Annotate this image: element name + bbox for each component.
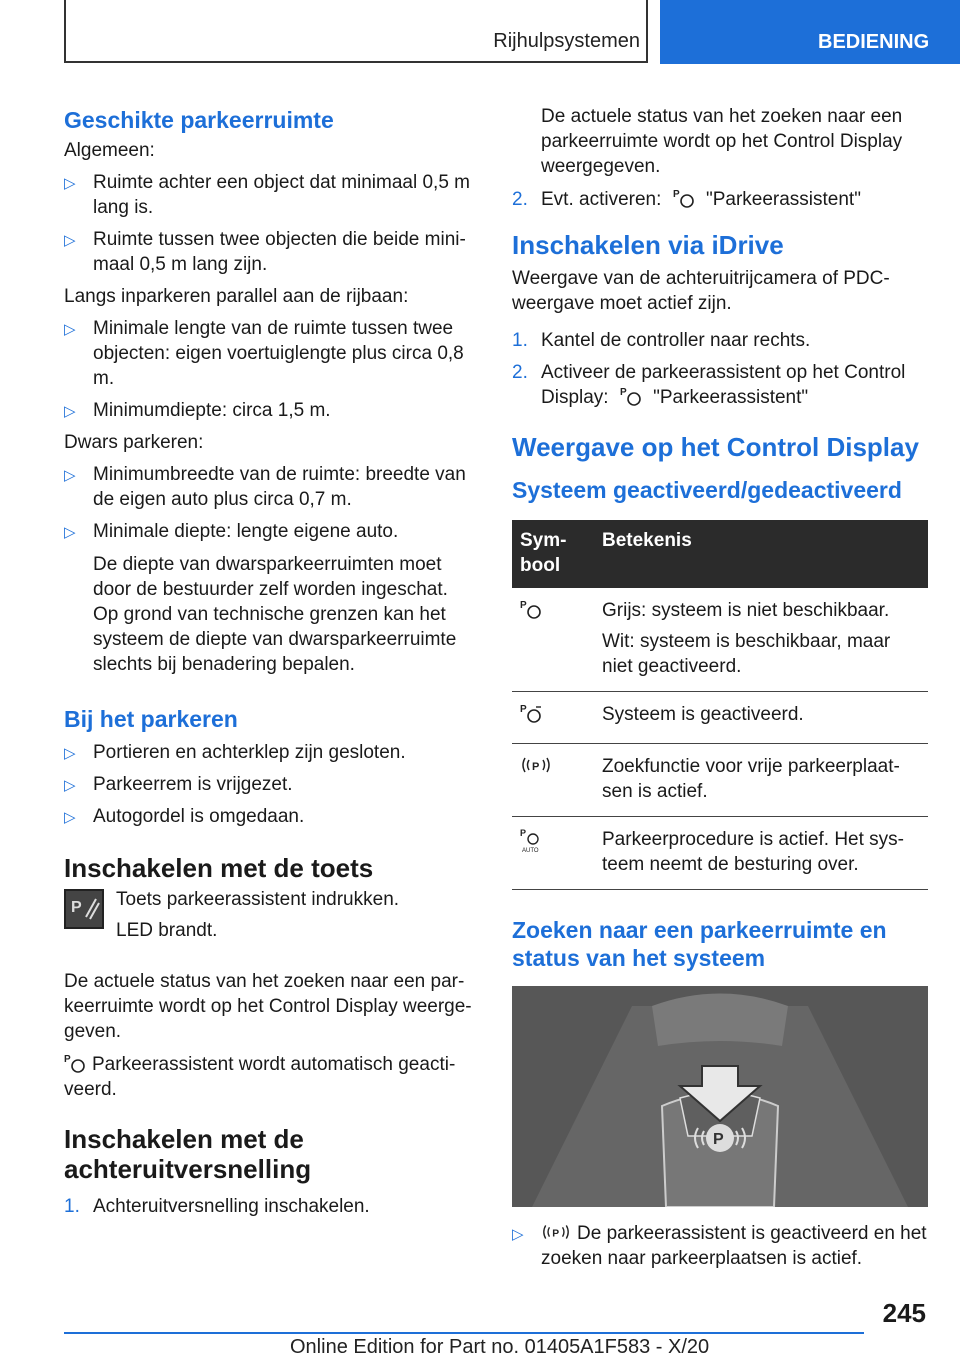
svg-text:P: P	[64, 1054, 71, 1065]
col-symbool: Sym‐bool	[512, 520, 594, 588]
toets-block	[64, 887, 478, 957]
symbol-table	[512, 520, 928, 890]
cell-text: Grijs: systeem is niet beschikbaar.	[602, 600, 890, 621]
cell-text: Parkeerprocedure is actief. Het sys‐teem neemt de besturing over.	[602, 829, 905, 875]
parking-assist-icon	[673, 187, 695, 209]
list-item: ▷ Minimumdiepte: circa 1,5 m.	[64, 398, 478, 423]
table-header-row	[512, 520, 928, 588]
heading-geschikte: Geschikte parkeerruimte	[64, 107, 334, 133]
svg-text:P: P	[619, 387, 627, 398]
step-number: 1.	[64, 1196, 80, 1217]
parking-assist-icon	[520, 598, 542, 620]
table-row	[512, 588, 928, 692]
bullet-triangle-icon: ▷	[64, 403, 76, 420]
parking-button-icon	[64, 889, 104, 929]
bullet-triangle-icon: ▷	[512, 1226, 524, 1243]
footer-divider	[64, 1332, 864, 1334]
table-row	[512, 692, 928, 744]
svg-text:P: P	[672, 189, 680, 200]
bullet-triangle-icon: ▷	[64, 175, 76, 192]
step-number: 2.	[512, 362, 528, 383]
svg-text:AUTO: AUTO	[522, 848, 539, 853]
step-item: 2. Activeer de parkeerassistent op het Control Display: P "Parkeerassistent"	[512, 362, 906, 408]
svg-text:P: P	[520, 704, 527, 715]
bullet-triangle-icon: ▷	[64, 745, 76, 762]
heading-idrive: Inschakelen via iDrive	[512, 230, 784, 260]
led-note: LED brandt.	[116, 920, 218, 941]
heading-achteruit: Inschakelen met de achteruitversnelling	[64, 1124, 312, 1184]
dwars-label: Dwars parkeren:	[64, 432, 204, 453]
step-number: 2.	[512, 189, 528, 210]
algemeen-label: Algemeen:	[64, 140, 155, 161]
table-row	[512, 817, 928, 890]
heading-weergave: Weergave op het Control Display	[512, 432, 919, 462]
depth-note: De diepte van dwarsparkeerruimten moet door de bestuurder zelf worden ingeschat. Op grond van technische grenzen kan het systeem de diepte van dwarsparkeerruimte slechts bij benadering bepalen.	[93, 554, 457, 675]
step-item: 2. Evt. activeren: P "Parkeerassistent"	[512, 189, 861, 210]
heading-zoeken: Zoeken naar een parkeerruimte en status van het systeem	[512, 917, 887, 971]
svg-text:P: P	[520, 600, 527, 611]
parking-auto-icon	[520, 827, 544, 853]
step-item: 1. Achteruitversnelling inschakelen.	[64, 1196, 370, 1217]
svg-text:P: P	[532, 761, 540, 773]
list-item: ▷ P De parkeerassistent is geactiveerd en het zoeken naar parkeerplaatsen is actief.	[512, 1223, 927, 1269]
parking-search-icon	[520, 754, 552, 776]
left-column	[64, 100, 478, 1226]
list-item: ▷ Portieren en achterklep zijn gesloten.	[64, 740, 478, 765]
svg-text:P: P	[71, 899, 82, 916]
parking-assist-active-icon	[520, 702, 542, 724]
continued-text: De actuele status van het zoeken naar een parkeerruimte wordt op het Control Display weergegeven.	[541, 106, 903, 177]
list-item: ▷ Ruimte achter een object dat minimaal 0,5 m lang is.	[64, 172, 471, 218]
list-item: ▷ Minimale lengte van de ruimte tussen twee objecten: eigen voertuiglengte plus circa 0,8 m.	[64, 318, 464, 389]
table-row	[512, 744, 928, 817]
right-column	[512, 104, 928, 1278]
list-item: ▷ Autogordel is omgedaan.	[64, 804, 478, 829]
chapter-tab[interactable]: BEDIENING	[660, 0, 960, 64]
col-betekenis: Betekenis	[594, 520, 928, 588]
parking-assist-icon	[64, 1052, 86, 1074]
cell-text: Wit: systeem is beschikbaar, maar niet geactiveerd.	[602, 631, 891, 677]
langs-label: Langs inparkeren parallel aan de rijbaan:	[64, 286, 409, 307]
edition-footer: Online Edition for Part no. 01405A1F583 - X/20	[290, 1336, 710, 1358]
status-text: De actuele status van het zoeken naar een par‐keerruimte wordt op het Control Display weerge‐geven.	[64, 971, 472, 1042]
cell-text: Zoekfunctie voor vrije parkeerplaat‐sen is actief.	[602, 756, 900, 802]
svg-text:P: P	[713, 1131, 724, 1148]
svg-text:P: P	[520, 828, 527, 838]
idrive-text: Weergave van de achteruitrijcamera of PDC-weergave moet actief zijn.	[512, 268, 890, 314]
parking-search-icon	[541, 1221, 571, 1243]
section-title: Rijhulpsystemen	[493, 30, 640, 52]
heading-systeem: Systeem geactiveerd/gedeactiveerd	[512, 477, 902, 503]
heading-bij-parkeren: Bij het parkeren	[64, 706, 238, 732]
svg-text:P: P	[552, 1228, 560, 1240]
list-item: ▷ Minimale diepte: lengte eigene auto.	[64, 519, 478, 544]
bullet-triangle-icon: ▷	[64, 232, 76, 249]
heading-toets: Inschakelen met de toets	[64, 853, 374, 883]
step-number: 1.	[512, 330, 528, 351]
page-number: 245	[882, 1298, 926, 1328]
bullet-triangle-icon: ▷	[64, 321, 76, 338]
bullet-triangle-icon: ▷	[64, 524, 76, 541]
list-item: ▷ Parkeerrem is vrijgezet.	[64, 772, 478, 797]
list-item: ▷ Ruimte tussen twee objecten die beide mini‐maal 0,5 m lang zijn.	[64, 229, 466, 275]
step-item: 1. Kantel de controller naar rechts.	[512, 330, 811, 351]
bullet-triangle-icon: ▷	[64, 777, 76, 794]
toets-instruction: Toets parkeerassistent indrukken.	[116, 889, 400, 910]
cell-text: Systeem is geactiveerd.	[602, 704, 804, 725]
bullet-triangle-icon: ▷	[64, 809, 76, 826]
parking-assist-icon	[620, 385, 642, 407]
list-item: ▷ Minimumbreedte van de ruimte: breedte van de eigen auto plus circa 0,7 m.	[64, 464, 466, 510]
auto-activation-text: P Parkeerassistent wordt automatisch geacti‐veerd.	[64, 1054, 456, 1100]
control-display-illustration	[512, 986, 928, 1207]
bullet-triangle-icon: ▷	[64, 467, 76, 484]
